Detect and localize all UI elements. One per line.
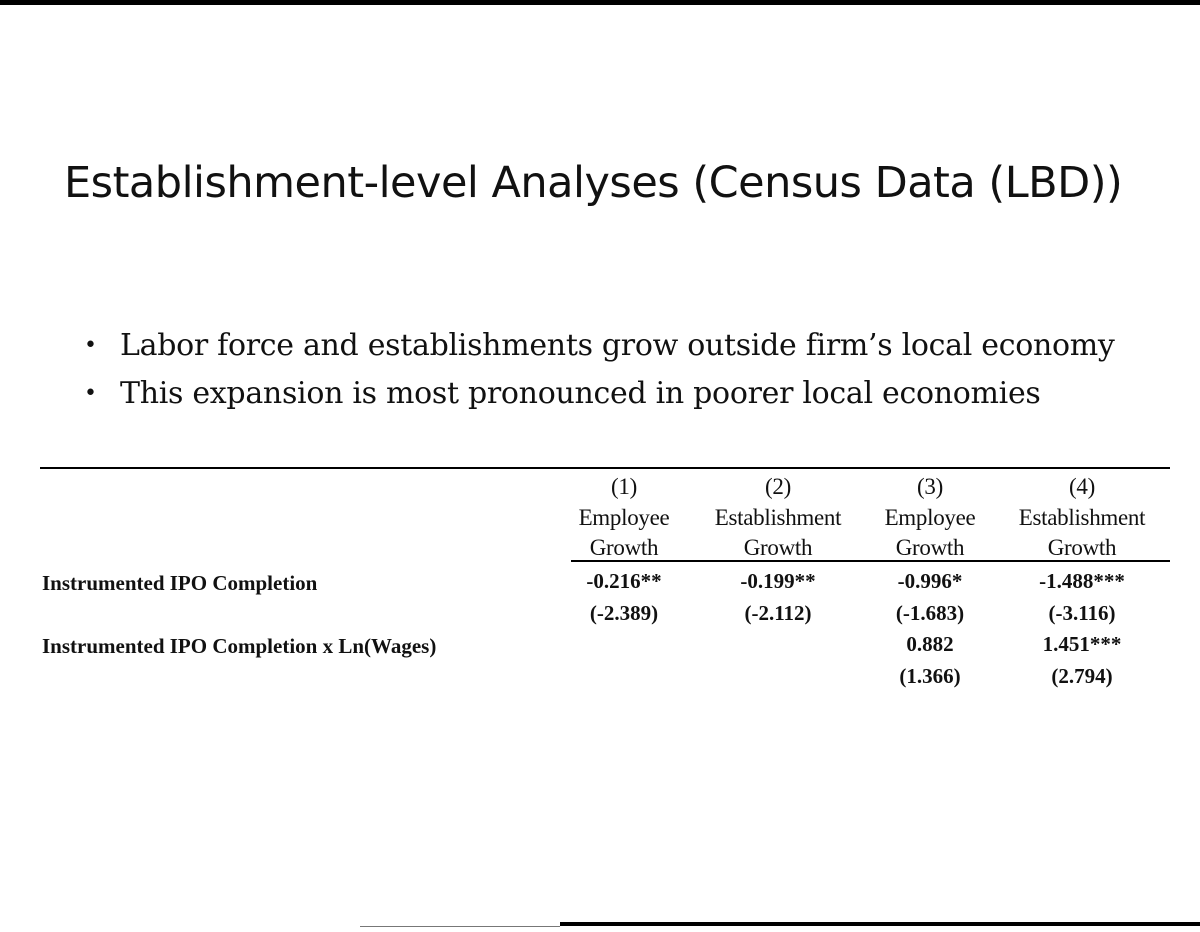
t-stat-cell: (-3.116) bbox=[1048, 601, 1116, 625]
coefficient-cell: -0.216** bbox=[586, 569, 662, 593]
bullet-dot-icon: • bbox=[84, 381, 97, 406]
column-header-label: Employee bbox=[578, 505, 670, 530]
row-label: Instrumented IPO Completion bbox=[42, 571, 318, 595]
bullet-dot-icon: • bbox=[84, 333, 97, 358]
bullet-text: This expansion is most pronounced in poorer local economies bbox=[120, 376, 1041, 411]
t-stat-cell: (-2.389) bbox=[589, 601, 659, 625]
column-header-label: Establishment bbox=[1018, 505, 1146, 530]
coefficient-cell: -0.996* bbox=[897, 569, 963, 593]
top-border-line bbox=[0, 0, 1200, 5]
t-stat-cell: (1.366) bbox=[899, 664, 961, 688]
column-header-number: (4) bbox=[1069, 474, 1095, 499]
coefficient-cell: 1.451*** bbox=[1042, 632, 1122, 656]
bullet-list bbox=[84, 322, 1115, 418]
coefficient-cell: -0.199** bbox=[740, 569, 816, 593]
table-top-rule bbox=[40, 467, 1170, 469]
column-header-label: Growth bbox=[743, 535, 813, 560]
column-header-label: Growth bbox=[1047, 535, 1117, 560]
column-header-number: (3) bbox=[917, 474, 943, 499]
slide-title: Establishment-level Analyses (Census Data (LBD)) bbox=[64, 158, 1123, 208]
coefficient-cell: 0.882 bbox=[906, 632, 954, 656]
t-stat-cell: (-2.112) bbox=[744, 601, 812, 625]
bullet-item bbox=[84, 322, 1115, 370]
t-stat-cell: (2.794) bbox=[1051, 664, 1113, 688]
column-header-label: Growth bbox=[895, 535, 965, 560]
coefficient-cell: -1.488*** bbox=[1039, 569, 1125, 593]
column-header-label: Establishment bbox=[714, 505, 842, 530]
column-header-number: (2) bbox=[765, 474, 791, 499]
bottom-border-faint-line bbox=[360, 926, 560, 927]
column-header-label: Growth bbox=[589, 535, 659, 560]
column-header-number: (1) bbox=[611, 474, 637, 499]
bottom-border-line bbox=[560, 922, 1200, 926]
column-header-label: Employee bbox=[884, 505, 976, 530]
bullet-text: Labor force and establishments grow outside firm’s local economy bbox=[120, 328, 1115, 363]
row-label: Instrumented IPO Completion x Ln(Wages) bbox=[42, 634, 437, 658]
bullet-item bbox=[84, 370, 1115, 418]
t-stat-cell: (-1.683) bbox=[895, 601, 965, 625]
